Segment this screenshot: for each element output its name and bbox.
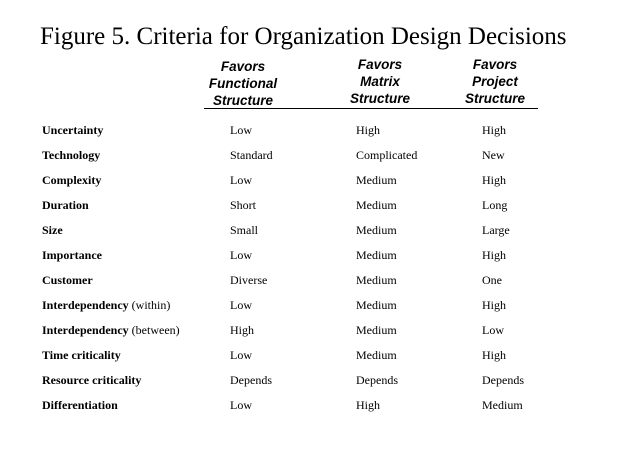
column-header-line: Project <box>472 74 518 89</box>
column-header-line: Matrix <box>360 74 400 89</box>
criterion-name: Uncertainty <box>42 123 104 137</box>
project-value: One <box>482 273 502 287</box>
functional-value: Low <box>230 298 252 312</box>
row-label <box>42 168 101 193</box>
row-label <box>42 218 63 243</box>
row-label <box>42 393 118 418</box>
project-value: High <box>482 173 506 187</box>
matrix-value: Medium <box>356 298 397 312</box>
row-label <box>42 343 121 368</box>
criterion-name: Resource criticality <box>42 373 142 387</box>
matrix-value: Depends <box>356 373 398 387</box>
row-label <box>42 118 103 143</box>
row-label <box>42 293 170 318</box>
table-row <box>0 343 625 368</box>
column-header-line: Structure <box>349 91 410 106</box>
column-header-line: Functional <box>208 76 278 91</box>
matrix-value: Medium <box>356 323 397 337</box>
table-row <box>0 293 625 318</box>
column-header-line: Favors <box>357 57 403 72</box>
criterion-qualifier: (between) <box>128 323 180 337</box>
column-header-line: Favors <box>472 57 518 72</box>
column-header-line: Structure <box>212 93 273 108</box>
criterion-name: Duration <box>42 198 89 212</box>
table-row <box>0 193 625 218</box>
functional-value: Standard <box>230 148 273 162</box>
table-row <box>0 268 625 293</box>
table-row <box>0 368 625 393</box>
column-header-matrix <box>325 56 435 107</box>
column-header-line: Favors <box>220 59 266 74</box>
row-label <box>42 368 141 393</box>
project-value: High <box>482 298 506 312</box>
project-value: High <box>482 348 506 362</box>
functional-value: Small <box>230 223 259 237</box>
criterion-name: Time criticality <box>42 348 121 362</box>
project-value: Large <box>482 223 510 237</box>
project-value: Long <box>482 198 508 212</box>
functional-value: Depends <box>230 373 272 387</box>
matrix-value: High <box>356 398 380 412</box>
criterion-name: Interdependency <box>42 323 129 337</box>
matrix-value: Medium <box>356 248 397 262</box>
project-value: High <box>482 248 506 262</box>
functional-value: Diverse <box>230 273 268 287</box>
matrix-value: Medium <box>356 198 397 212</box>
criteria-table <box>0 118 625 418</box>
header-divider <box>204 108 538 109</box>
matrix-value: Medium <box>356 173 397 187</box>
column-header-line: Structure <box>464 91 525 106</box>
matrix-value: Medium <box>356 223 397 237</box>
project-value: Medium <box>482 398 523 412</box>
matrix-value: High <box>356 123 380 137</box>
criterion-name: Technology <box>42 148 101 162</box>
table-row <box>0 218 625 243</box>
matrix-value: Complicated <box>356 148 418 162</box>
table-row <box>0 393 625 418</box>
functional-value: Low <box>230 248 252 262</box>
table-row <box>0 168 625 193</box>
column-header-project <box>440 56 550 107</box>
functional-value: Low <box>230 123 252 137</box>
row-label <box>42 143 100 168</box>
criterion-qualifier: (within) <box>128 298 171 312</box>
column-header-functional <box>188 58 298 109</box>
functional-value: Low <box>230 398 252 412</box>
project-value: Depends <box>482 373 524 387</box>
matrix-value: Medium <box>356 273 397 287</box>
criterion-name: Differentiation <box>42 398 118 412</box>
functional-value: Low <box>230 173 252 187</box>
table-row <box>0 118 625 143</box>
matrix-value: Medium <box>356 348 397 362</box>
criterion-name: Importance <box>42 248 102 262</box>
functional-value: High <box>230 323 254 337</box>
table-row <box>0 318 625 343</box>
project-value: High <box>482 123 506 137</box>
table-row <box>0 143 625 168</box>
criterion-name: Customer <box>42 273 93 287</box>
functional-value: Short <box>230 198 257 212</box>
project-value: New <box>482 148 505 162</box>
row-label <box>42 318 180 343</box>
table-row <box>0 243 625 268</box>
project-value: Low <box>482 323 504 337</box>
row-label <box>42 243 102 268</box>
figure-title: Figure 5. Criteria for Organization Design Decisions <box>40 23 567 50</box>
criterion-name: Size <box>42 223 63 237</box>
row-label <box>42 193 89 218</box>
functional-value: Low <box>230 348 252 362</box>
criterion-name: Complexity <box>42 173 102 187</box>
criterion-name: Interdependency <box>42 298 129 312</box>
row-label <box>42 268 93 293</box>
